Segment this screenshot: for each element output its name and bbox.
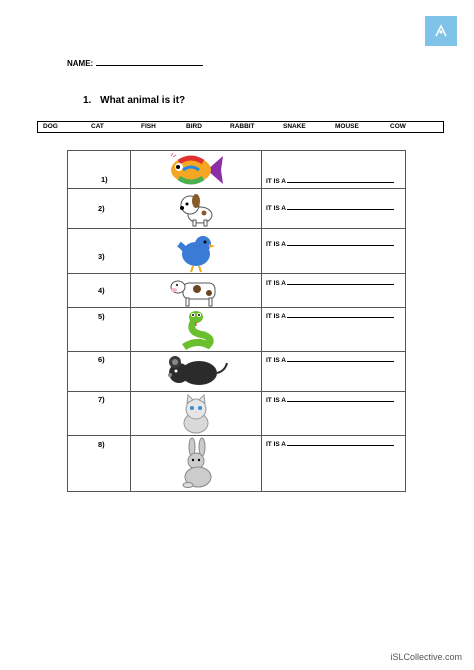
picture-cell bbox=[131, 274, 262, 308]
answer-cell[interactable] bbox=[262, 189, 406, 229]
word-bank-item: FISH bbox=[141, 123, 156, 130]
dog-icon bbox=[176, 191, 216, 227]
row-number: 1) bbox=[101, 175, 108, 184]
bird-icon bbox=[175, 230, 217, 273]
row-number: 4) bbox=[98, 286, 105, 295]
answer-blank-line[interactable] bbox=[287, 395, 394, 402]
word-bank-item: RABBIT bbox=[230, 123, 255, 130]
answer-blank-line[interactable] bbox=[287, 176, 394, 183]
table-row bbox=[68, 151, 406, 189]
answer-blank-line[interactable] bbox=[287, 311, 394, 318]
answer-prompt bbox=[266, 311, 394, 320]
row-number: 6) bbox=[98, 355, 105, 364]
picture-cell bbox=[131, 151, 262, 189]
answer-prompt-text: IT IS A bbox=[266, 397, 286, 404]
answer-blank-line[interactable] bbox=[287, 203, 394, 210]
picture-cell bbox=[131, 308, 262, 352]
number-cell bbox=[68, 436, 131, 492]
picture-cell bbox=[131, 436, 262, 492]
answer-prompt-text: IT IS A bbox=[266, 357, 286, 364]
answer-blank-line[interactable] bbox=[287, 278, 394, 285]
answer-cell[interactable] bbox=[262, 392, 406, 436]
word-bank bbox=[37, 121, 444, 133]
table-row bbox=[68, 189, 406, 229]
footer-watermark: iSLCollective.com bbox=[390, 652, 462, 662]
question-text: What animal is it? bbox=[100, 95, 186, 106]
answer-blank-line[interactable] bbox=[287, 239, 394, 246]
answer-cell[interactable] bbox=[262, 229, 406, 274]
picture-cell bbox=[131, 229, 262, 274]
answer-prompt bbox=[266, 395, 394, 404]
word-bank-item: CAT bbox=[91, 123, 104, 130]
answer-prompt bbox=[266, 203, 394, 212]
site-logo bbox=[425, 16, 457, 46]
table-row bbox=[68, 274, 406, 308]
table-row bbox=[68, 392, 406, 436]
answer-cell[interactable] bbox=[262, 151, 406, 189]
fish-icon bbox=[167, 152, 225, 188]
name-blank-line[interactable] bbox=[96, 57, 203, 66]
animal-table bbox=[67, 150, 406, 492]
answer-cell[interactable] bbox=[262, 308, 406, 352]
number-cell bbox=[68, 352, 131, 392]
picture-cell bbox=[131, 352, 262, 392]
question-heading bbox=[83, 95, 185, 106]
answer-cell[interactable] bbox=[262, 436, 406, 492]
name-label: NAME: bbox=[67, 59, 94, 68]
answer-blank-line[interactable] bbox=[287, 355, 394, 362]
table-row bbox=[68, 308, 406, 352]
number-cell bbox=[68, 229, 131, 274]
table-row bbox=[68, 436, 406, 492]
answer-prompt bbox=[266, 439, 394, 448]
answer-cell[interactable] bbox=[262, 274, 406, 308]
answer-prompt bbox=[266, 278, 394, 287]
answer-blank-line[interactable] bbox=[287, 439, 394, 446]
word-bank-item: BIRD bbox=[186, 123, 202, 130]
answer-prompt-text: IT IS A bbox=[266, 205, 286, 212]
picture-cell bbox=[131, 392, 262, 436]
answer-cell[interactable] bbox=[262, 352, 406, 392]
answer-prompt-text: IT IS A bbox=[266, 441, 286, 448]
answer-prompt-text: IT IS A bbox=[266, 280, 286, 287]
answer-prompt-text: IT IS A bbox=[266, 241, 286, 248]
table-row bbox=[68, 229, 406, 274]
answer-prompt bbox=[266, 176, 394, 185]
question-number: 1. bbox=[83, 95, 92, 106]
answer-prompt-text: IT IS A bbox=[266, 178, 286, 185]
picture-cell bbox=[131, 189, 262, 229]
name-field-row bbox=[67, 57, 203, 68]
rabbit-icon bbox=[174, 437, 218, 491]
number-cell bbox=[68, 274, 131, 308]
row-number: 2) bbox=[98, 204, 105, 213]
cat-icon bbox=[176, 393, 216, 435]
snake-icon bbox=[176, 309, 216, 351]
word-bank-item: MOUSE bbox=[335, 123, 359, 130]
row-number: 8) bbox=[98, 440, 105, 449]
word-bank-item: COW bbox=[390, 123, 406, 130]
number-cell bbox=[68, 308, 131, 352]
number-cell bbox=[68, 392, 131, 436]
number-cell bbox=[68, 189, 131, 229]
row-number: 7) bbox=[98, 395, 105, 404]
logo-icon bbox=[433, 23, 449, 39]
answer-prompt bbox=[266, 239, 394, 248]
answer-prompt-text: IT IS A bbox=[266, 313, 286, 320]
word-bank-item: SNAKE bbox=[283, 123, 306, 130]
row-number: 5) bbox=[98, 312, 105, 321]
row-number: 3) bbox=[98, 252, 105, 261]
cow-icon bbox=[169, 275, 223, 307]
answer-prompt bbox=[266, 355, 394, 364]
word-bank-item: DOG bbox=[43, 123, 58, 130]
table-row bbox=[68, 352, 406, 392]
number-cell bbox=[68, 151, 131, 189]
mouse-icon bbox=[163, 353, 229, 389]
